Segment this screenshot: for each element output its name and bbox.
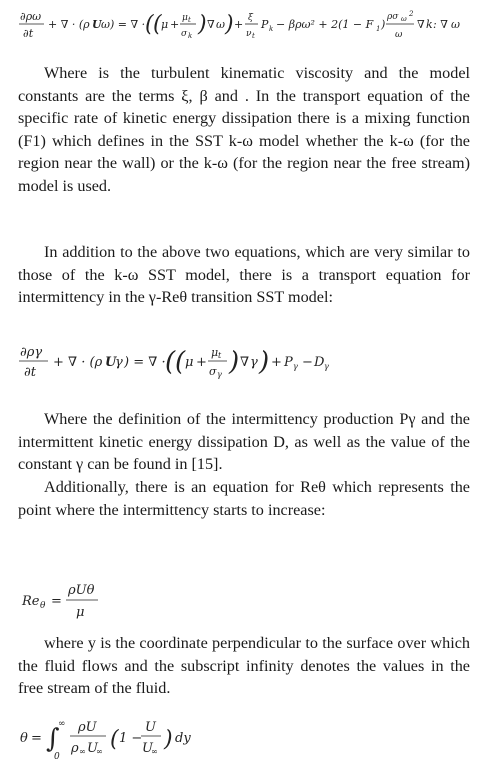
svg-text:−: − (302, 355, 313, 370)
svg-text:γ: γ (217, 370, 222, 379)
svg-text:) = ∇ ·: ) = ∇ · (124, 355, 166, 370)
svg-text:μ: μ (182, 13, 188, 23)
svg-text:μ: μ (211, 346, 219, 359)
paragraph-re-theta-intro: Additionally, there is an equation for Reθ which represents the point where the intermittency starts to increase: (18, 478, 470, 519)
svg-text:ρ: ρ (71, 741, 79, 756)
svg-text:2: 2 (409, 10, 414, 18)
svg-text:(: ( (145, 12, 154, 37)
svg-text:ω: ω (451, 18, 460, 31)
svg-text:): ) (229, 347, 240, 377)
svg-text:t: t (218, 351, 222, 360)
svg-text:σ: σ (209, 365, 217, 378)
svg-text:+: + (196, 355, 207, 370)
svg-text:∂ργ: ∂ργ (20, 345, 43, 360)
svg-text:): ) (225, 12, 234, 37)
svg-text:): ) (198, 12, 207, 37)
svg-text:+: + (234, 18, 244, 31)
svg-text:ω: ω (216, 18, 225, 31)
svg-text:U: U (105, 355, 117, 370)
equation-re-theta (18, 578, 138, 624)
svg-text:=: = (31, 731, 42, 746)
svg-text:dy: dy (175, 731, 191, 746)
svg-text:∂t: ∂t (24, 365, 36, 380)
svg-text:U: U (145, 720, 156, 735)
svg-text:ρU: ρU (78, 720, 97, 735)
svg-text:γ: γ (324, 362, 329, 371)
equation-gamma-transport (18, 340, 378, 386)
svg-text:γ: γ (293, 362, 298, 371)
svg-text:∫: ∫ (46, 724, 60, 754)
svg-text:1: 1 (376, 25, 381, 33)
paragraph-turbulent-viscosity: Where is the turbulent kinematic viscosity and the model constants are the terms ξ, β and . In the transport equation of the specific rate of kinetic energy dissipation there is a mixing function (F1) which defines in the SST k-ω model whether the k-ω (for the region near the wall) or the k-ω (for the region near the free stream) model is used. (18, 64, 470, 195)
svg-text:(: ( (153, 12, 162, 37)
svg-text:D: D (314, 355, 325, 370)
svg-text:ν: ν (246, 29, 252, 39)
svg-text:∂t: ∂t (23, 27, 34, 40)
svg-text:): ) (259, 347, 270, 377)
svg-text:μ: μ (185, 355, 194, 370)
svg-text:+: + (170, 18, 180, 31)
svg-text:(: ( (110, 727, 119, 752)
svg-text:+ ∇ · (ρ: + ∇ · (ρ (48, 18, 90, 31)
svg-text:1 −: 1 − (119, 731, 143, 746)
svg-text:+: + (271, 355, 282, 370)
svg-text:0: 0 (54, 752, 60, 762)
svg-text:): ) (381, 18, 386, 31)
svg-text:− βρω² + 2(1 − F: − βρω² + 2(1 − F (276, 18, 374, 31)
svg-text:P: P (261, 18, 269, 31)
svg-text:∞: ∞ (58, 719, 66, 729)
equation-theta-integral (18, 714, 258, 764)
svg-text:∇: ∇ (417, 18, 425, 31)
svg-text:k: k (188, 32, 193, 40)
paragraph-gamma-intro: In addition to the above two equations, which are very similar to those of the k-ω SST model, there is a transport equation for intermittency in the γ-Reθ transition SST model: (18, 243, 470, 306)
svg-text:): ) (164, 727, 173, 752)
svg-text:∇: ∇ (207, 18, 215, 31)
paragraph-coordinate-definition: where y is the coordinate perpendicular to the surface over which the fluid flows and the subscript infinity denotes the values in the free stream of the fluid. (18, 634, 470, 697)
svg-text:∞: ∞ (79, 747, 86, 756)
svg-text:t: t (188, 16, 191, 24)
svg-text:(: ( (175, 347, 186, 377)
svg-text:μ: μ (161, 18, 169, 31)
svg-text:: ∇: : ∇ (433, 18, 448, 31)
paragraph-intermittency-production: Where the definition of the intermittency production Pγ and the intermittent kinetic energy dissipation D, as well as the value of the constant γ can be found in [15]. (18, 410, 470, 473)
svg-text:k: k (426, 18, 433, 31)
svg-text:U: U (142, 741, 153, 756)
svg-text:+ ∇ · (ρ: + ∇ · (ρ (53, 355, 103, 370)
svg-text:ω: ω (401, 15, 407, 23)
svg-text:ξ: ξ (248, 13, 253, 23)
svg-text:∇: ∇ (240, 355, 250, 370)
svg-text:∞: ∞ (96, 747, 103, 756)
equation-omega-transport (18, 6, 478, 46)
svg-text:θ: θ (40, 601, 46, 611)
svg-text:U: U (87, 741, 98, 756)
svg-text:) = ∇ ·: ) = ∇ · (110, 18, 146, 31)
svg-text:γ: γ (115, 355, 123, 370)
svg-text:ω: ω (101, 18, 110, 31)
svg-text:∂ρω: ∂ρω (20, 10, 42, 23)
svg-text:γ: γ (250, 355, 258, 370)
svg-text:θ: θ (20, 731, 28, 746)
svg-text:k: k (269, 25, 274, 33)
svg-text:(: ( (165, 347, 176, 377)
svg-text:ω: ω (395, 30, 403, 40)
svg-text:σ: σ (181, 29, 188, 39)
svg-text:Re: Re (22, 594, 40, 609)
svg-text:P: P (284, 355, 293, 370)
svg-text:U: U (92, 18, 102, 31)
svg-text:μ: μ (76, 605, 85, 620)
svg-text:∞: ∞ (151, 747, 158, 756)
svg-text:t: t (252, 32, 255, 40)
svg-text:ρσ: ρσ (387, 12, 399, 22)
svg-text:ρUθ: ρUθ (68, 583, 95, 598)
svg-text:=: = (51, 594, 62, 609)
